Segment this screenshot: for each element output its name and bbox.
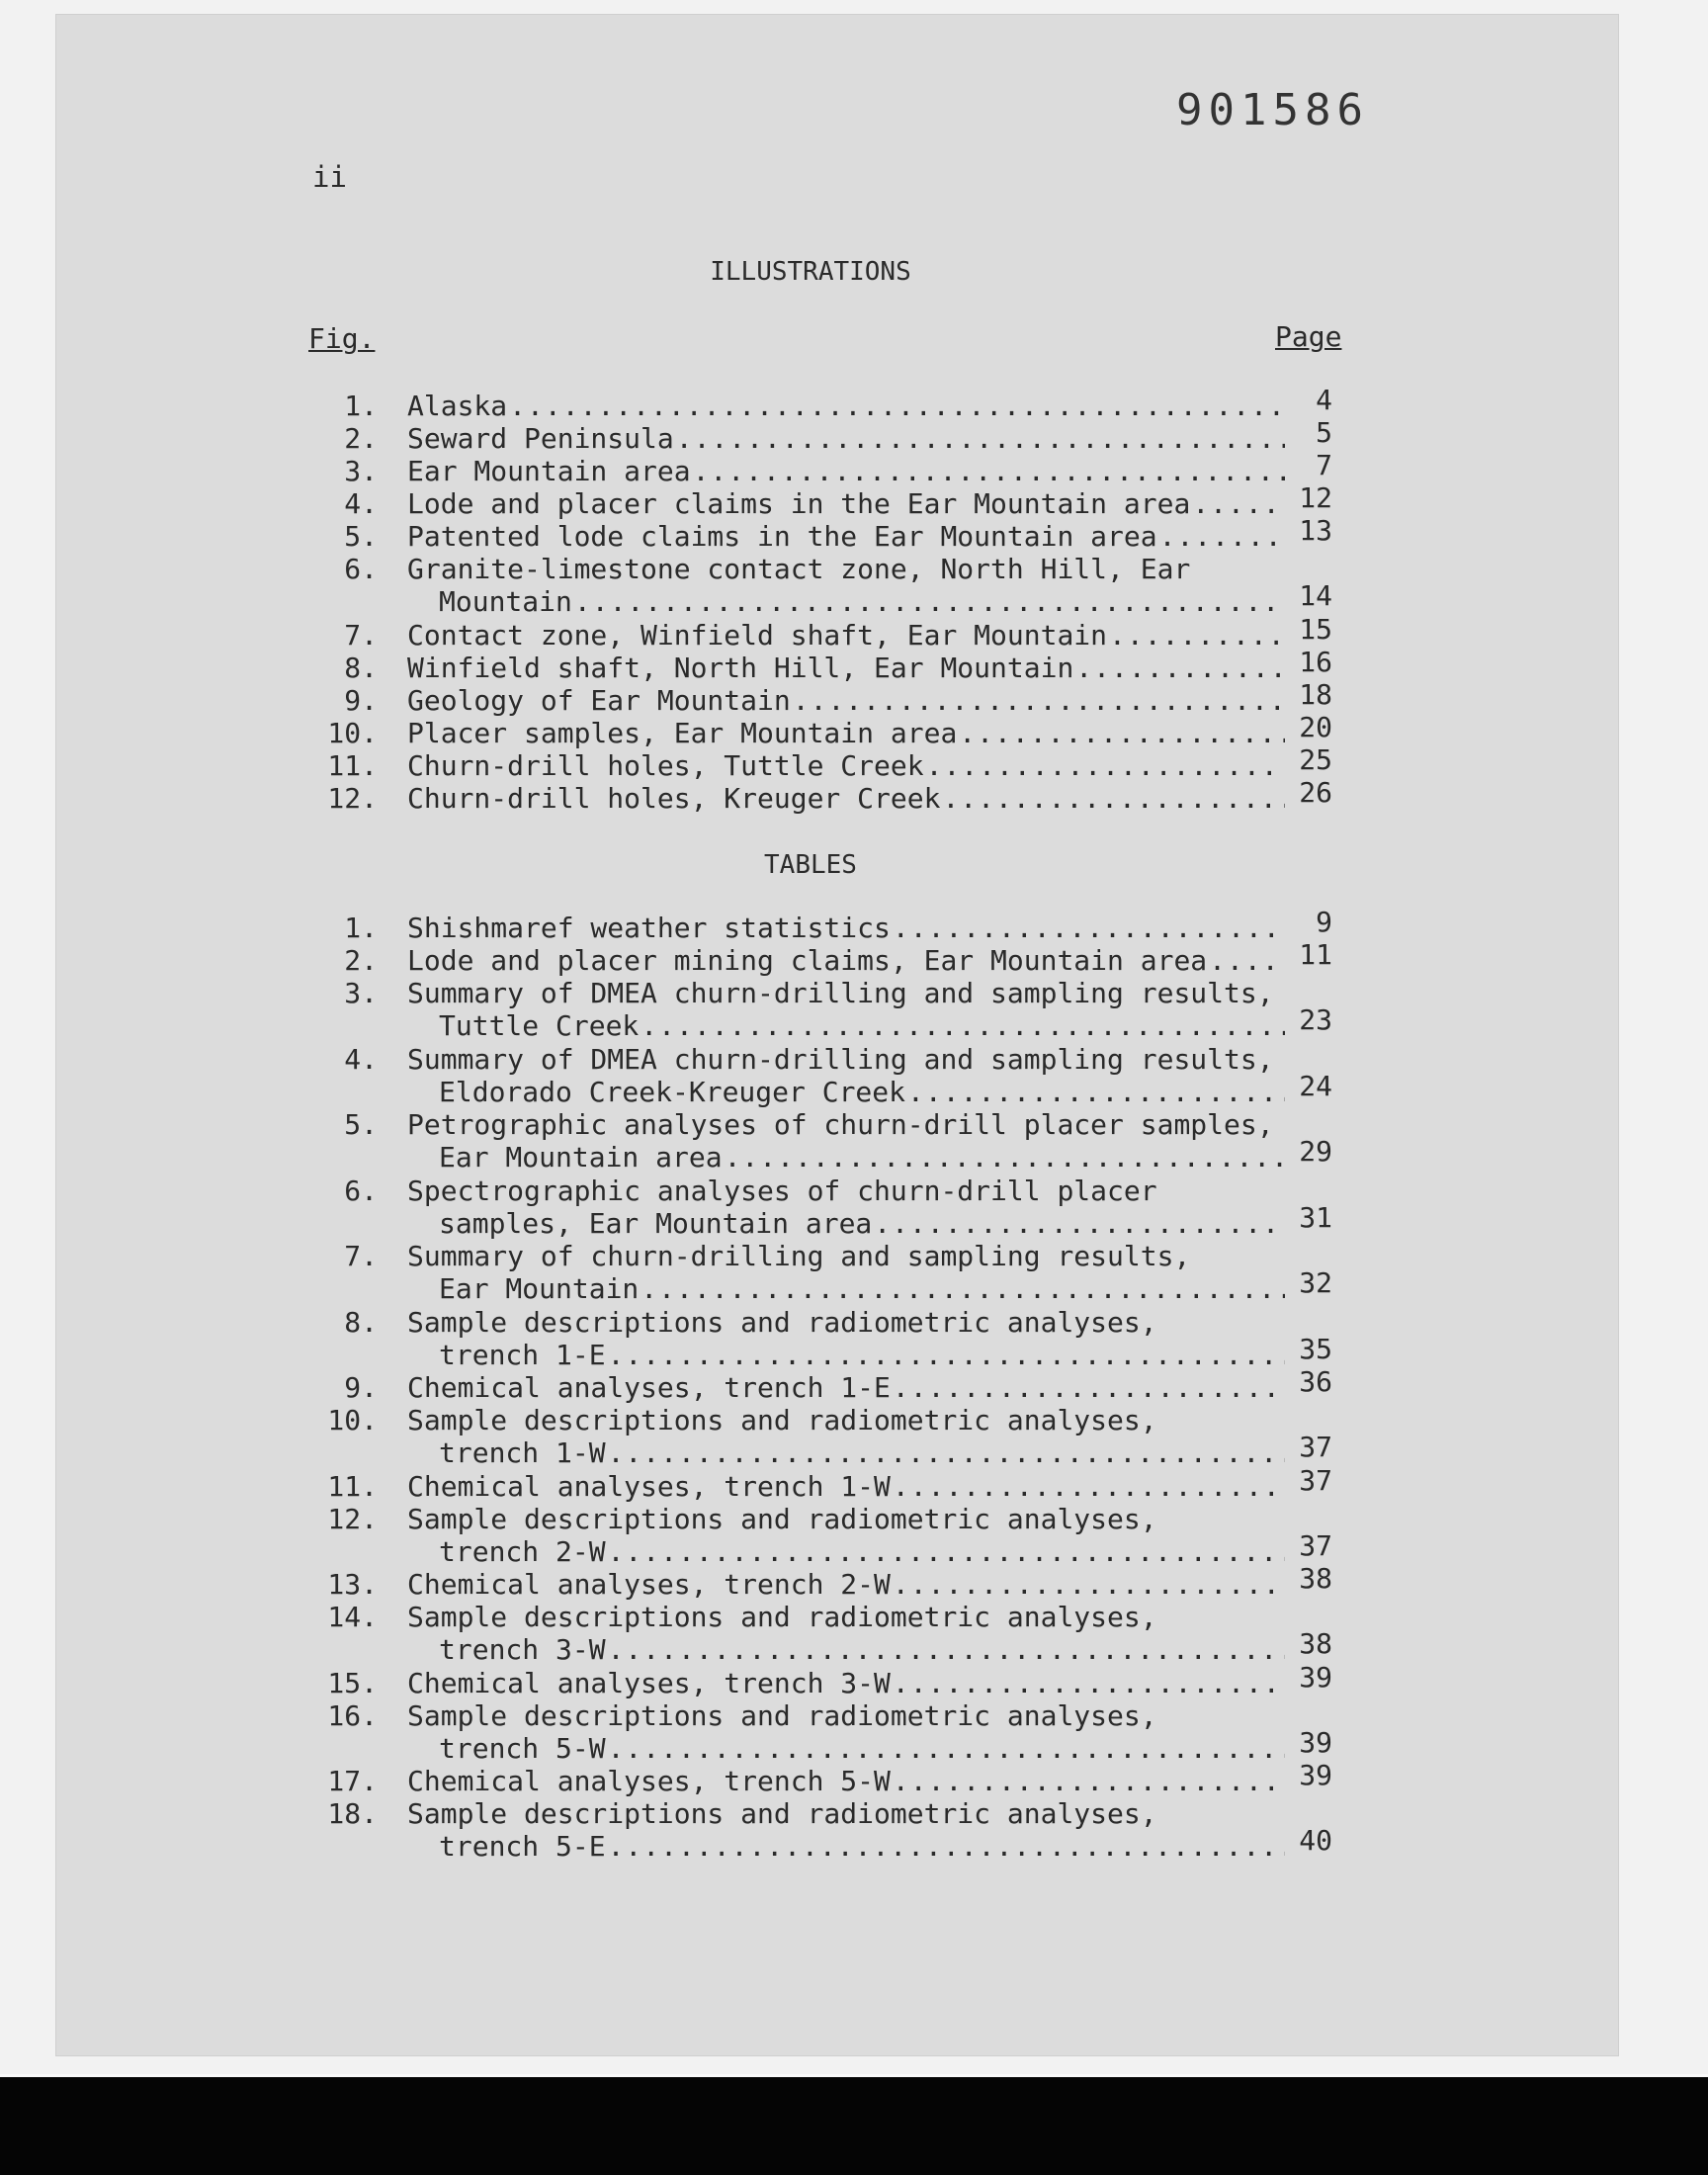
illustration-number: 12. — [327, 782, 378, 815]
illustration-number: 1. — [344, 390, 378, 422]
illustration-number: 4. — [344, 487, 378, 520]
table-title-line: Ear Mountain area ..... — [439, 1141, 1285, 1174]
table-title-line: Sample descriptions and radiometric analyses, — [407, 1404, 1157, 1436]
illustration-title-line: Churn-drill holes, Kreuger Creek ..... — [407, 782, 1285, 815]
illustration-title-line: Ear Mountain area ..... — [407, 455, 1285, 487]
tables-heading: TABLES — [764, 850, 857, 880]
table-entry — [0, 1174, 1708, 1241]
table-title-line: Sample descriptions and radiometric analyses, — [407, 1797, 1157, 1830]
table-title-line: Sample descriptions and radiometric analyses, — [407, 1502, 1157, 1535]
table-entry — [0, 1365, 1708, 1404]
illustration-title-line: Seward Peninsula ..... — [407, 422, 1285, 455]
fig-column-header: Fig. — [308, 322, 376, 355]
table-title-line: Spectrographic analyses of churn-drill placer — [407, 1174, 1157, 1207]
illustration-entry — [0, 646, 1708, 684]
illustration-page-number: 26 — [1299, 776, 1332, 809]
table-page-number: 29 — [1299, 1135, 1332, 1168]
table-page-number: 31 — [1299, 1200, 1332, 1234]
illustration-entry — [0, 481, 1708, 520]
table-title-line: Sample descriptions and radiometric analyses, — [407, 1698, 1157, 1732]
table-entry — [0, 906, 1708, 944]
illustration-entry — [0, 449, 1708, 487]
table-title-line: Chemical analyses, trench 1-E ..... — [407, 1371, 1285, 1404]
illustrations-list — [0, 384, 1708, 815]
illustration-page-number: 16 — [1299, 646, 1332, 678]
table-entry — [0, 1503, 1708, 1569]
table-page-number: 32 — [1299, 1266, 1332, 1299]
illustration-page-number: 18 — [1299, 678, 1332, 711]
table-title-line: Eldorado Creek-Kreuger Creek ..... — [439, 1076, 1285, 1108]
illustration-title-line: Granite-limestone contact zone, North Hill, Ear — [407, 553, 1191, 585]
illustration-page-number: 5 — [1316, 416, 1332, 449]
table-title-line: Lode and placer mining claims, Ear Mountain area ..... — [407, 944, 1285, 977]
table-title-line: Summary of churn-drilling and sampling results, — [407, 1240, 1191, 1272]
illustration-entry — [0, 384, 1708, 422]
illustration-entry — [0, 613, 1708, 652]
table-number: 13. — [327, 1568, 378, 1601]
illustration-title-line: Alaska ..... — [407, 390, 1285, 422]
illustrations-heading: ILLUSTRATIONS — [710, 257, 911, 287]
table-title-line: trench 3-W ..... — [439, 1633, 1285, 1666]
illustration-page-number: 7 — [1316, 449, 1332, 481]
table-title-line: trench 1-E ..... — [439, 1339, 1285, 1371]
table-title-line: Chemical analyses, trench 1-W ..... — [407, 1470, 1285, 1503]
table-number: 12. — [327, 1502, 378, 1535]
table-number: 5. — [344, 1108, 378, 1141]
table-entry — [0, 1759, 1708, 1797]
illustration-title-line: Mountain ..... — [439, 585, 1285, 618]
table-entry — [0, 1404, 1708, 1470]
table-entry — [0, 1562, 1708, 1601]
table-title-line: Sample descriptions and radiometric analyses, — [407, 1601, 1157, 1633]
table-page-number: 9 — [1316, 906, 1332, 938]
illustration-title-line: Contact zone, Winfield shaft, Ear Mountain ..... — [407, 619, 1285, 652]
table-title-line: samples, Ear Mountain area ..... — [439, 1207, 1285, 1240]
table-entry — [0, 1797, 1708, 1864]
tables-list — [0, 906, 1708, 1864]
table-page-number: 36 — [1299, 1365, 1332, 1398]
table-page-number: 38 — [1299, 1627, 1332, 1660]
table-entry — [0, 938, 1708, 977]
table-entry — [0, 1043, 1708, 1109]
table-number: 17. — [327, 1765, 378, 1797]
illustration-title-line: Churn-drill holes, Tuttle Creek ..... — [407, 749, 1285, 782]
illustration-number: 3. — [344, 455, 378, 487]
table-number: 18. — [327, 1797, 378, 1830]
scanner-bottom-border — [0, 2074, 1708, 2175]
table-number: 14. — [327, 1601, 378, 1633]
table-title-line: Sample descriptions and radiometric analyses, — [407, 1305, 1157, 1339]
table-page-number: 23 — [1299, 1003, 1332, 1036]
document-stamp-number: 901586 — [1176, 85, 1369, 135]
illustration-entry — [0, 711, 1708, 749]
illustration-title-line: Geology of Ear Mountain ..... — [407, 684, 1285, 717]
table-title-line: trench 2-W ..... — [439, 1535, 1285, 1568]
illustration-page-number: 12 — [1299, 481, 1332, 514]
illustration-number: 2. — [344, 422, 378, 455]
table-number: 11. — [327, 1469, 378, 1503]
table-number: 8. — [344, 1305, 378, 1339]
table-entry — [0, 1699, 1708, 1766]
page-column-header: Page — [1275, 320, 1342, 353]
table-number: 4. — [344, 1042, 378, 1076]
table-number: 16. — [327, 1698, 378, 1732]
illustration-entry — [0, 553, 1708, 619]
illustration-number: 5. — [344, 520, 378, 553]
table-title-line: Ear Mountain ..... — [439, 1272, 1285, 1305]
illustration-entry — [0, 416, 1708, 455]
illustration-page-number: 15 — [1299, 613, 1332, 646]
illustration-page-number: 14 — [1299, 579, 1332, 612]
illustration-title-line: Placer samples, Ear Mountain area ..... — [407, 717, 1285, 749]
table-title-line: Shishmaref weather statistics ..... — [407, 912, 1285, 944]
illustration-number: 9. — [344, 684, 378, 717]
table-number: 10. — [327, 1404, 378, 1436]
illustration-number: 8. — [344, 652, 378, 684]
table-entry — [0, 1463, 1708, 1503]
table-entry — [0, 1240, 1708, 1306]
illustration-title-line: Lode and placer claims in the Ear Mountain area ..... — [407, 487, 1285, 520]
illustration-page-number: 25 — [1299, 743, 1332, 776]
table-entry — [0, 1660, 1708, 1699]
illustration-entry — [0, 678, 1708, 717]
illustration-number: 6. — [344, 553, 378, 585]
table-page-number: 39 — [1299, 1725, 1332, 1759]
table-page-number: 37 — [1299, 1431, 1332, 1463]
illustration-page-number: 20 — [1299, 711, 1332, 743]
illustration-number: 7. — [344, 619, 378, 652]
table-title-line: Summary of DMEA churn-drilling and sampling results, — [407, 1042, 1274, 1076]
page-number: ii — [312, 160, 347, 194]
table-page-number: 40 — [1299, 1824, 1332, 1857]
illustration-page-number: 13 — [1299, 514, 1332, 547]
illustration-page-number: 4 — [1316, 384, 1332, 416]
table-title-line: Tuttle Creek ..... — [439, 1009, 1285, 1042]
table-page-number: 37 — [1299, 1463, 1332, 1497]
table-page-number: 39 — [1299, 1759, 1332, 1791]
table-number: 3. — [344, 977, 378, 1009]
table-number: 6. — [344, 1174, 378, 1207]
table-title-line: Petrographic analyses of churn-drill placer samples, — [407, 1108, 1274, 1141]
table-page-number: 39 — [1299, 1660, 1332, 1694]
table-entry — [0, 1306, 1708, 1372]
table-title-line: trench 5-E ..... — [439, 1830, 1285, 1863]
table-number: 15. — [327, 1666, 378, 1699]
illustration-entry — [0, 743, 1708, 782]
illustration-title-line: Patented lode claims in the Ear Mountain area ..... — [407, 520, 1285, 553]
illustration-number: 10. — [327, 717, 378, 749]
table-title-line: Chemical analyses, trench 2-W ..... — [407, 1568, 1285, 1601]
table-page-number: 37 — [1299, 1528, 1332, 1562]
table-entry — [0, 1108, 1708, 1174]
table-number: 1. — [344, 912, 378, 944]
table-number: 7. — [344, 1240, 378, 1272]
table-page-number: 11 — [1299, 938, 1332, 971]
table-page-number: 38 — [1299, 1562, 1332, 1595]
table-title-line: Summary of DMEA churn-drilling and sampling results, — [407, 977, 1274, 1009]
illustration-title-line: Winfield shaft, North Hill, Ear Mountain ..... — [407, 652, 1285, 684]
table-entry — [0, 1601, 1708, 1667]
table-title-line: Chemical analyses, trench 5-W ..... — [407, 1765, 1285, 1797]
table-number: 9. — [344, 1371, 378, 1404]
table-entry — [0, 977, 1708, 1043]
table-title-line: trench 1-W ..... — [439, 1436, 1285, 1469]
table-page-number: 35 — [1299, 1332, 1332, 1365]
illustration-number: 11. — [327, 749, 378, 782]
illustration-entry — [0, 514, 1708, 553]
table-title-line: trench 5-W ..... — [439, 1732, 1285, 1765]
table-page-number: 24 — [1299, 1069, 1332, 1102]
table-title-line: Chemical analyses, trench 3-W ..... — [407, 1667, 1285, 1699]
illustration-entry — [0, 776, 1708, 815]
table-number: 2. — [344, 944, 378, 977]
